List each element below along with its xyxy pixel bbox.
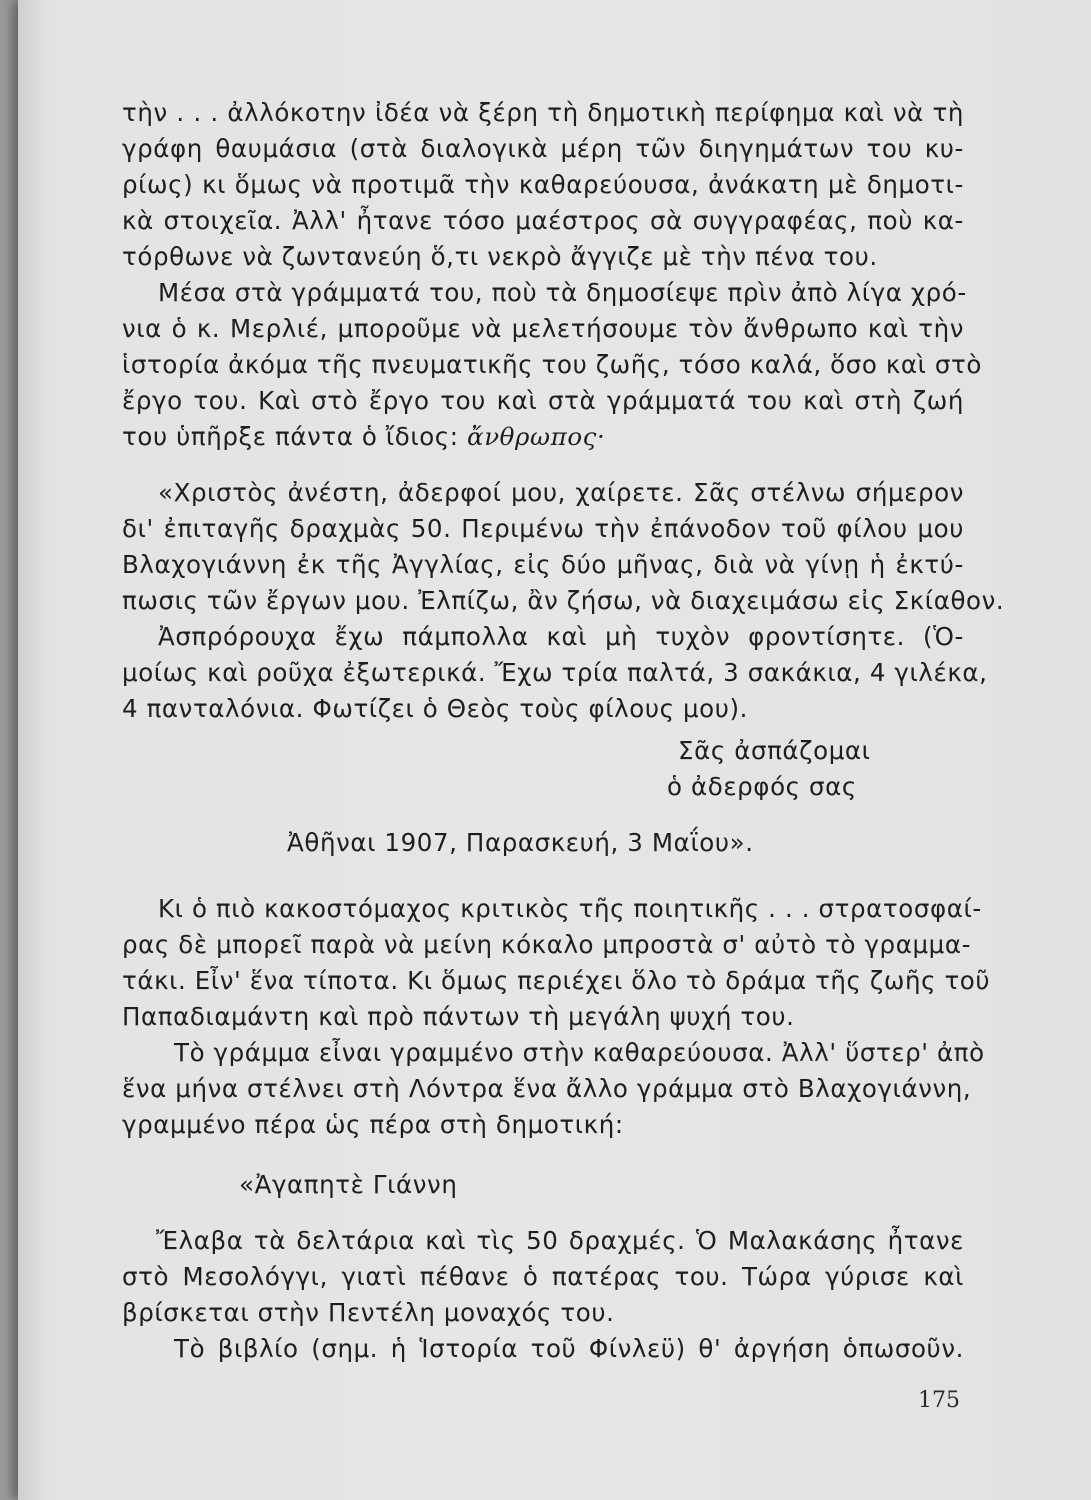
text-line: τάκι. Εἶν' ἕνα τίποτα. Κι ὅμως περιέχει ὅλο τὸ δράμα τῆς ζωῆς τοῦ (122, 966, 991, 995)
text-line: ἱστορία ἀκόμα τῆς πνευματικῆς του ζωῆς, τόσο καλά, ὅσο καὶ στὸ (122, 350, 982, 379)
book-page (18, 0, 1091, 1500)
letter-signature: ὁ ἀδερφός σας (667, 772, 857, 801)
letter-line: πωσις τῶν ἔργων μου. Ἐλπίζω, ἂν ζήσω, νὰ διαχειμάσω εἰς Σκίαθον. (122, 586, 1005, 615)
emphasized-word: ἄνθρωπος· (467, 422, 606, 451)
text-line (122, 422, 605, 451)
letter-line: Ἔλαβα τὰ δελτάρια καὶ τὶς 50 δραχμές. Ὁ Μαλακάσης ἦτανε (156, 1226, 964, 1255)
text-line: Κι ὁ πιὸ κακοστόμαχος κριτικὸς τῆς ποιητικῆς . . . στρατοσφαί- (158, 894, 982, 923)
text-line: γράφη θαυμάσια (στὰ διαλογικὰ μέρη τῶν διηγημάτων του κυ- (122, 134, 964, 163)
text-line: ρίως) κι ὅμως νὰ προτιμᾶ τὴν καθαρεύουσα, ἀνάκατη μὲ δημοτι- (122, 170, 964, 199)
letter-line: Βλαχογιάννη ἐκ τῆς Ἀγγλίας, εἰς δύο μῆνας, διὰ νὰ γίνῃ ἡ ἐκτύ- (122, 550, 964, 579)
letter-line: Ἀσπρόρουχα ἔχω πάμπολλα καὶ μὴ τυχὸν φροντίσητε. (Ὁ- (158, 622, 964, 651)
letter-line: Τὸ βιβλίο (σημ. ἡ Ἱστορία τοῦ Φίνλεϋ) θ' ἀργήση ὁπωσοῦν. (174, 1334, 964, 1363)
text-line: ἕνα μήνα στέλνει στὴ Λόντρα ἕνα ἄλλο γράμμα στὸ Βλαχογιάννη, (122, 1074, 972, 1103)
text-line: Μέσα στὰ γράμματά του, ποὺ τὰ δημοσίεψε πρὶν ἀπὸ λίγα χρό- (158, 278, 967, 307)
letter-line: βρίσκεται στὴν Πεντέλη μοναχός του. (122, 1298, 615, 1327)
letter-line: «Χριστὸς ἀνέστη, ἀδερφοί μου, χαίρετε. Σᾶς στέλνω σήμερον (158, 478, 964, 507)
letter-line: στὸ Μεσολόγγι, γιατὶ πέθανε ὁ πατέρας του. Τώρα γύρισε καὶ (122, 1262, 964, 1291)
page-number: 175 (918, 1388, 960, 1413)
text-line: Παπαδιαμάντη καὶ πρὸ πάντων τὴ μεγάλη ψυχή του. (122, 1002, 795, 1031)
text-line: ρας δὲ μπορεῖ παρὰ νὰ μείνη κόκαλο μπροστὰ σ' αὐτὸ τὸ γραμμα- (122, 930, 972, 959)
letter-line: μοίως καὶ ροῦχα ἐξωτερικά. Ἔχω τρία παλτά, 3 σακάκια, 4 γιλέκα, (122, 658, 988, 687)
text-line: γραμμένο πέρα ὡς πέρα στὴ δημοτική: (122, 1110, 624, 1139)
letter-line: δι' ἐπιταγῆς δραχμὰς 50. Περιμένω τὴν ἐπάνοδον τοῦ φίλου μου (122, 514, 964, 543)
text-line: τὴν . . . ἀλλόκοτην ἰδέα νὰ ξέρη τὴ δημοτικὴ περίφημα καὶ νὰ τὴ (122, 98, 964, 127)
text-line: ἔργο του. Καὶ στὸ ἔργο του καὶ στὰ γράμματά του καὶ στὴ ζωή (122, 386, 964, 415)
text-line: Τὸ γράμμα εἶναι γραμμένο στὴν καθαρεύουσα. Ἀλλ' ὕστερ' ἀπὸ (174, 1038, 985, 1067)
text-segment: του ὑπῆρξε πάντα ὁ ἴδιος: (122, 422, 459, 451)
text-line: κὰ στοιχεῖα. Ἀλλ' ἦτανε τόσο μαέστρος σὰ συγγραφέας, ποὺ κα- (122, 206, 964, 235)
text-line: τόρθωνε νὰ ζωντανεύη ὅ,τι νεκρὸ ἄγγιζε μὲ τὴν πένα του. (122, 242, 878, 271)
letter-salutation: «Ἀγαπητὲ Γιάννη (239, 1170, 458, 1199)
text-line: νια ὁ κ. Μερλιέ, μποροῦμε νὰ μελετήσουμε τὸν ἄνθρωπο καὶ τὴν (122, 314, 964, 343)
letter-closing: Σᾶς ἀσπάζομαι (678, 736, 871, 765)
letter-line: 4 πανταλόνια. Φωτίζει ὁ Θεὸς τοὺς φίλους μου). (122, 694, 749, 723)
letter-date: Ἀθῆναι 1907, Παρασκευή, 3 Μαΐου». (287, 828, 754, 857)
